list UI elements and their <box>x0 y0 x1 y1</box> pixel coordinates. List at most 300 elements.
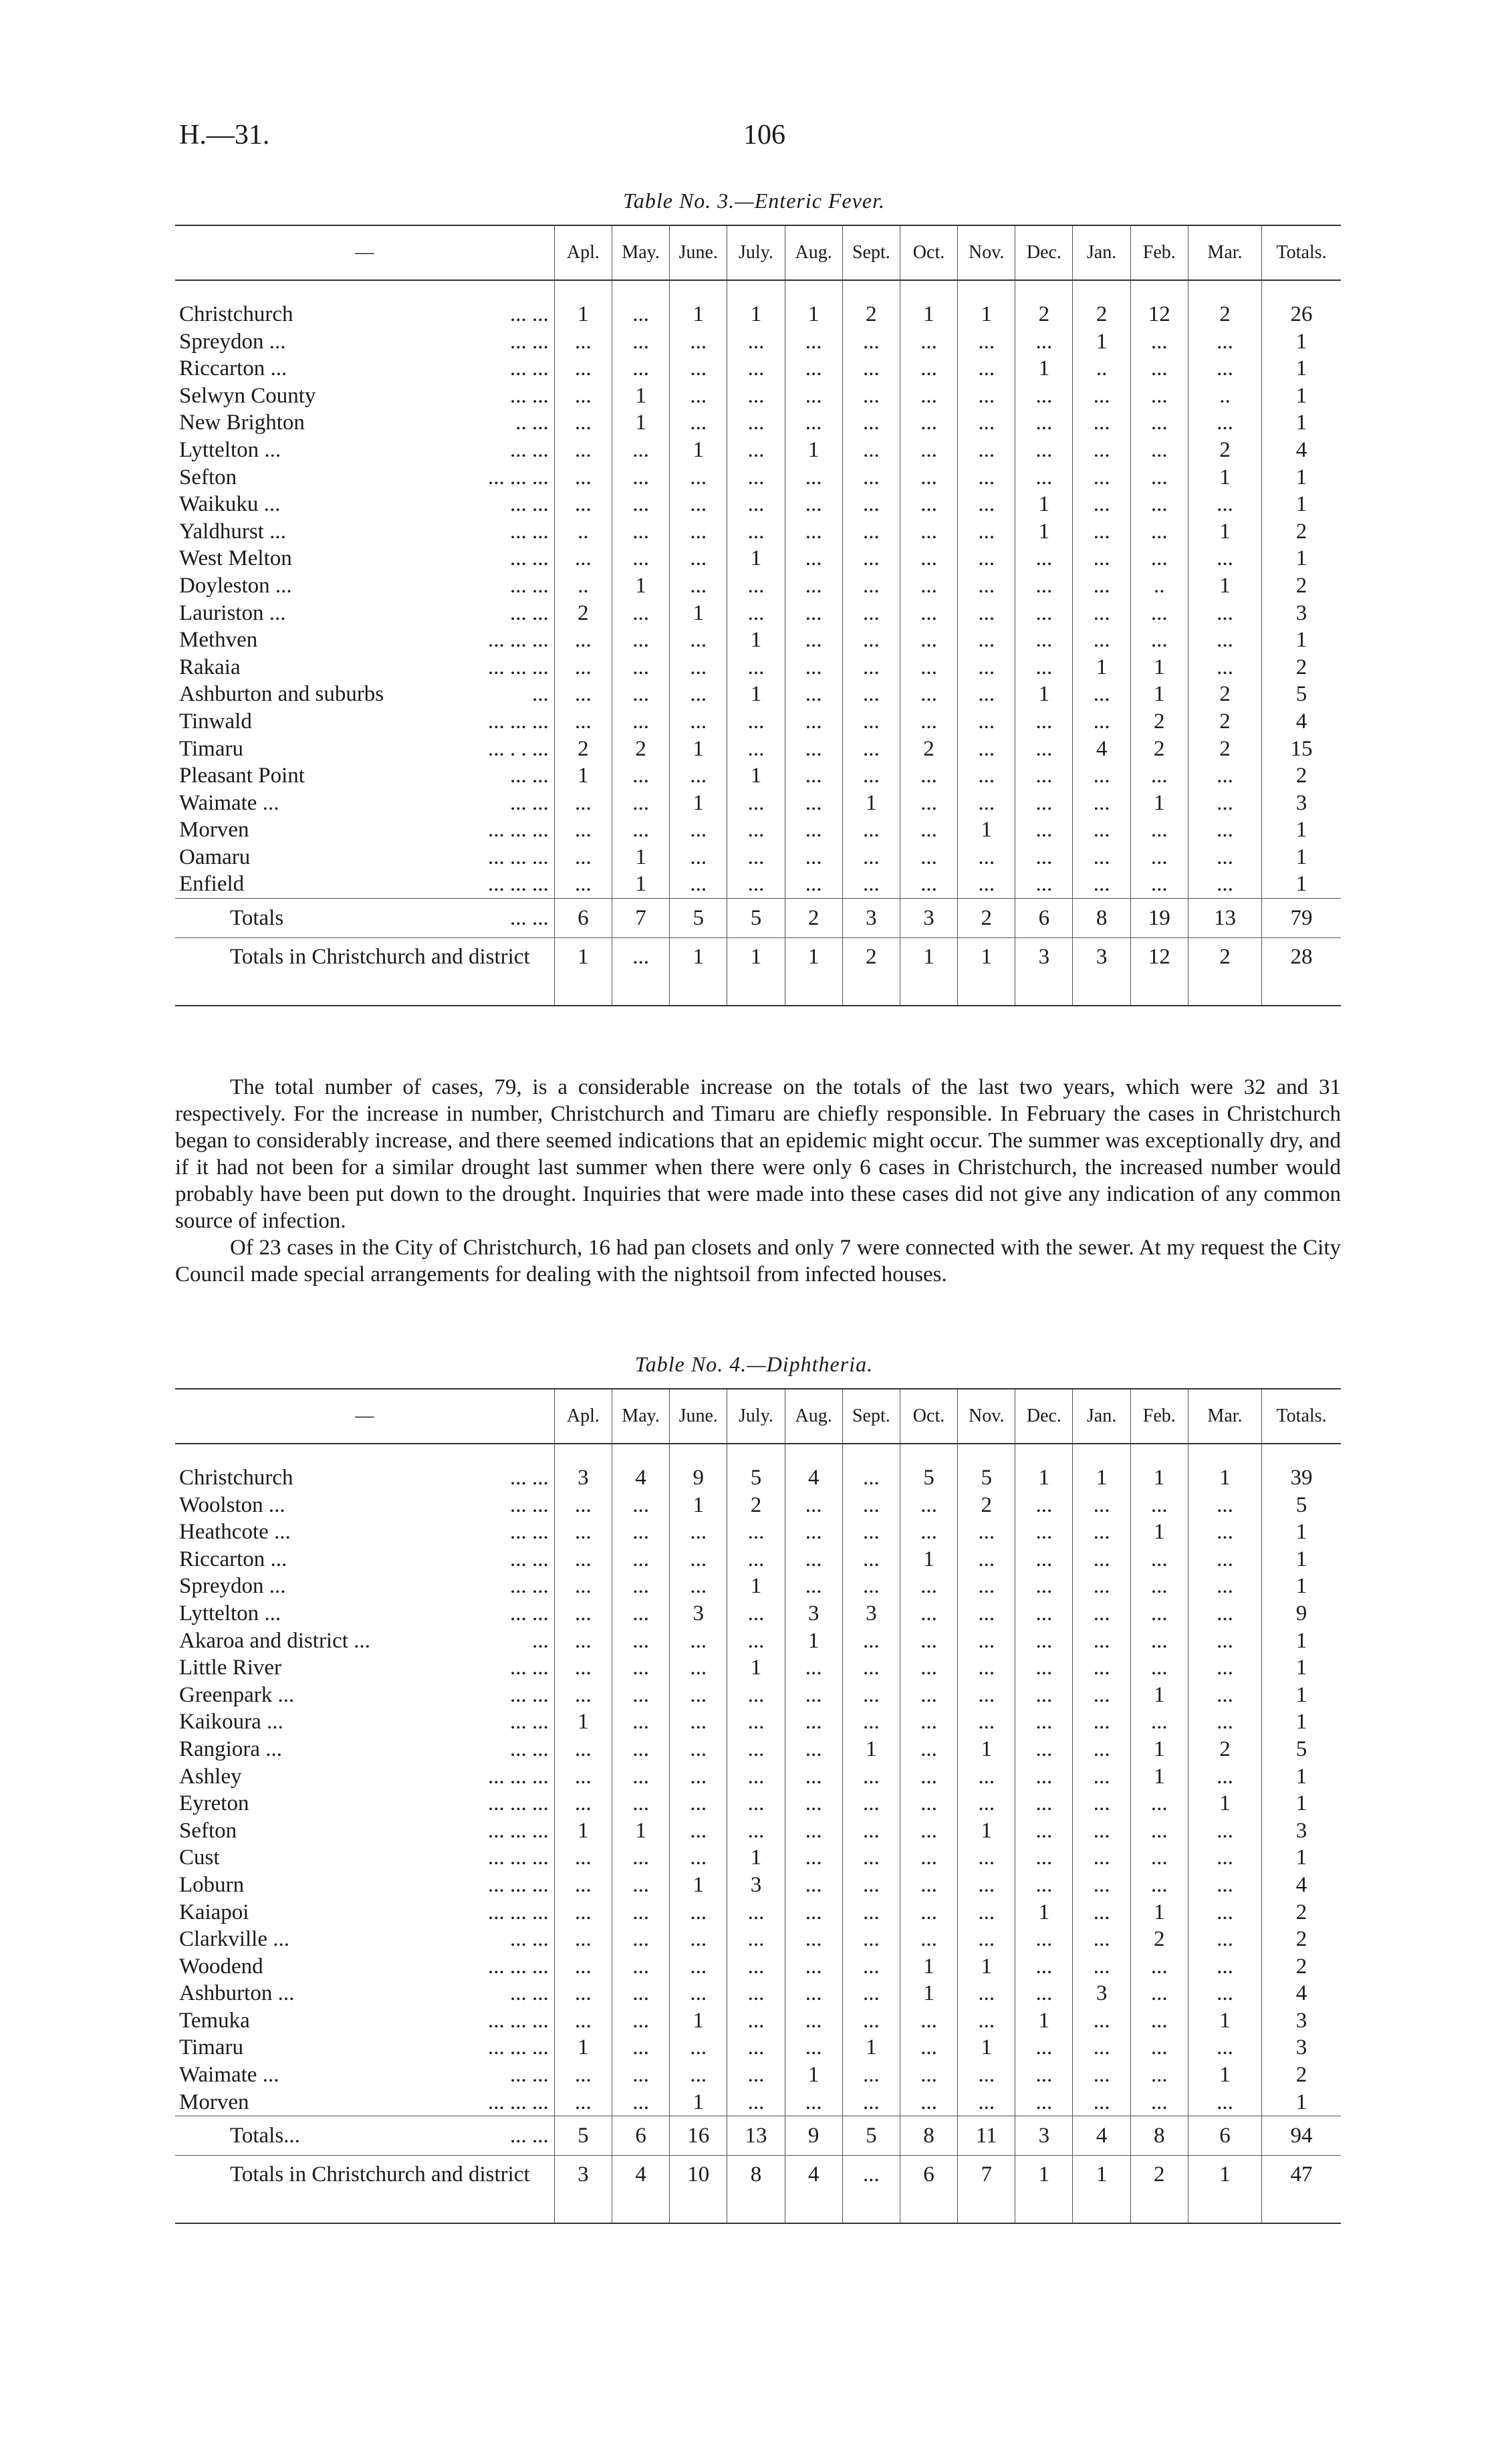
value-cell: ... <box>785 762 842 790</box>
value-cell: 1 <box>785 938 842 1006</box>
place-name-cell <box>175 1844 554 1872</box>
value-cell: ... <box>1073 871 1130 898</box>
column-header: May. <box>612 225 669 280</box>
value-cell: ... <box>958 518 1015 546</box>
value-cell: ... <box>842 708 900 736</box>
value-cell: ... <box>958 1926 1015 1953</box>
place-name-cell <box>175 1628 554 1655</box>
value-cell: ... <box>1130 328 1188 356</box>
value-cell: 1 <box>1188 2007 1261 2035</box>
value-cell: ... <box>785 545 842 572</box>
value-cell: ... <box>1130 1573 1188 1600</box>
table-row <box>175 1763 1341 1791</box>
dot-leader: ... ... <box>510 519 549 544</box>
christchurch-district-totals-row <box>175 938 1341 1006</box>
value-cell: ... <box>842 1546 900 1573</box>
value-cell: 4 <box>785 2156 842 2224</box>
christchurch-district-totals-row <box>175 2156 1341 2224</box>
place-name-cell <box>175 2089 554 2116</box>
table-row <box>175 1844 1341 1872</box>
value-cell: ... <box>1130 2007 1188 2035</box>
value-cell: ... <box>670 844 727 871</box>
value-cell: ... <box>612 1872 669 1899</box>
value-cell: ... <box>1073 1492 1130 1519</box>
value-cell: 1 <box>670 2007 727 2035</box>
value-cell: ... <box>842 1708 900 1736</box>
table-row <box>175 1980 1341 2007</box>
value-cell: ... <box>1188 1899 1261 1926</box>
table-row <box>175 1736 1341 1763</box>
value-cell: 1 <box>958 1736 1015 1763</box>
value-cell: ... <box>670 1763 727 1791</box>
value-cell: 1 <box>1188 1790 1261 1817</box>
value-cell: 4 <box>612 1464 669 1492</box>
value-cell: ... <box>842 464 900 491</box>
value-cell: 4 <box>1262 708 1341 736</box>
value-cell: ... <box>842 1628 900 1655</box>
dot-leader: .. ... <box>515 411 549 435</box>
value-cell: ... <box>670 409 727 437</box>
place-name: Akaroa and district ... <box>179 1628 370 1653</box>
place-name: Pleasant Point <box>179 764 305 788</box>
value-cell: ... <box>727 491 785 518</box>
table-row <box>175 1682 1341 1709</box>
value-cell: ... <box>727 1926 785 1953</box>
value-cell: ... <box>785 1573 842 1600</box>
value-cell: ... <box>670 2034 727 2061</box>
table-row <box>175 1492 1341 1519</box>
dot-leader: ... ... <box>510 764 549 788</box>
table-row <box>175 464 1341 491</box>
value-cell: ... <box>612 938 669 1006</box>
value-cell: ... <box>670 2061 727 2089</box>
value-cell: 1 <box>1015 355 1073 382</box>
value-cell: 8 <box>727 2156 785 2224</box>
value-cell: ... <box>958 1519 1015 1546</box>
value-cell: ... <box>842 545 900 572</box>
value-cell: ... <box>1015 1654 1073 1682</box>
value-cell: ... <box>1073 437 1130 464</box>
value-cell: ... <box>1188 355 1261 382</box>
value-cell: ... <box>842 2089 900 2116</box>
value-cell: ... <box>842 681 900 708</box>
value-cell: 2 <box>1262 572 1341 600</box>
value-cell: ... <box>1015 1573 1073 1600</box>
value-cell: 2 <box>1262 762 1341 790</box>
value-cell: ... <box>1188 1872 1261 1899</box>
value-cell: ... <box>958 2089 1015 2116</box>
value-cell: 1 <box>958 816 1015 844</box>
table-row <box>175 627 1341 654</box>
value-cell: 5 <box>727 899 785 938</box>
value-cell: 1 <box>1130 790 1188 817</box>
value-cell: ... <box>612 654 669 681</box>
dot-leader: ... <box>532 682 549 707</box>
value-cell: ... <box>1188 762 1261 790</box>
value-cell: ... <box>727 2034 785 2061</box>
value-cell: ... <box>612 1492 669 1519</box>
value-cell: 1 <box>1130 654 1188 681</box>
value-cell: ... <box>1130 1844 1188 1872</box>
value-cell: 1 <box>1262 464 1341 491</box>
dot-leader: ... ... <box>510 1927 549 1952</box>
dot-leader: ... ... ... <box>488 872 549 897</box>
value-cell: ... <box>670 816 727 844</box>
place-name-cell <box>175 1953 554 1981</box>
value-cell: ... <box>958 790 1015 817</box>
value-cell: ... <box>785 1682 842 1709</box>
value-cell: .. <box>554 572 612 600</box>
dot-leader: ... ... ... <box>488 1900 549 1924</box>
place-name-cell <box>175 762 554 790</box>
value-cell: 1 <box>554 1708 612 1736</box>
value-cell: ... <box>554 409 612 437</box>
column-header: Jan. <box>1073 225 1130 280</box>
value-cell: 47 <box>1262 2156 1341 2224</box>
value-cell: ... <box>785 627 842 654</box>
value-cell: 9 <box>785 2116 842 2156</box>
value-cell: 1 <box>900 301 957 328</box>
value-cell: ... <box>612 518 669 546</box>
value-cell: ... <box>1073 816 1130 844</box>
value-cell: 1 <box>1262 844 1341 871</box>
dot-leader: ... ... ... <box>488 1845 549 1870</box>
value-cell: 1 <box>670 938 727 1006</box>
place-name-cell <box>175 437 554 464</box>
value-cell: 1 <box>1015 491 1073 518</box>
value-cell: 2 <box>1262 1953 1341 1981</box>
value-cell: ... <box>785 1492 842 1519</box>
value-cell: ... <box>670 1899 727 1926</box>
value-cell: ... <box>900 654 957 681</box>
place-name: Timaru <box>179 2035 243 2060</box>
value-cell: ... <box>554 328 612 356</box>
place-name: Rakaia <box>179 655 241 679</box>
value-cell: ... <box>1073 681 1130 708</box>
value-cell: ... <box>1130 1980 1188 2007</box>
value-cell: ... <box>1130 2061 1188 2089</box>
value-cell: ... <box>670 708 727 736</box>
column-header: Sept. <box>842 1389 900 1444</box>
value-cell: ... <box>554 1682 612 1709</box>
value-cell: ... <box>842 1899 900 1926</box>
value-cell: ... <box>554 1573 612 1600</box>
column-header: Apl. <box>554 225 612 280</box>
value-cell: ... <box>900 1654 957 1682</box>
place-name-cell <box>175 627 554 654</box>
value-cell: 1 <box>1262 1546 1341 1573</box>
place-name-cell <box>175 572 554 600</box>
value-cell: 9 <box>670 1464 727 1492</box>
place-name: Kaikoura ... <box>179 1710 283 1734</box>
value-cell: ... <box>785 708 842 736</box>
value-cell: ... <box>1073 491 1130 518</box>
value-cell: ... <box>554 1600 612 1628</box>
value-cell: 1 <box>670 1492 727 1519</box>
dot-leader: ... ... ... <box>488 1872 549 1897</box>
place-name: Totals in Christchurch and district <box>230 2162 530 2187</box>
value-cell: 1 <box>727 1844 785 1872</box>
value-cell: ... <box>727 355 785 382</box>
value-cell: 11 <box>958 2116 1015 2156</box>
value-cell: ... <box>554 1492 612 1519</box>
dot-leader: ... ... <box>510 329 549 354</box>
value-cell: ... <box>727 1628 785 1655</box>
table-row <box>175 762 1341 790</box>
value-cell: 1 <box>670 790 727 817</box>
value-cell: ... <box>900 437 957 464</box>
place-name-cell <box>175 1899 554 1926</box>
column-header: Jan. <box>1073 1389 1130 1444</box>
paragraph-enteric-summary: The total number of cases, 79, is a considerable increase on the totals of the last two years, which were 32 and 31 respectively. For the increase in number, Christchurch and Timaru are chiefly responsible. In February the cases in Christchurch began to considerably increase, and there seemed indications that an epidemic might occur. The summer was exceptionally dry, and if it had not been for a similar drought last summer when there were only 6 cases in Christchurch, the increased number would probably have been put down to the drought. Inquiries that were made into these cases did not give any indication of any common source of infection. <box>175 1075 1341 1233</box>
table-row <box>175 1708 1341 1736</box>
value-cell: ... <box>554 708 612 736</box>
place-name: Little River <box>179 1656 282 1680</box>
value-cell: 4 <box>612 2156 669 2224</box>
value-cell: ... <box>1188 871 1261 898</box>
value-cell: ... <box>958 1763 1015 1791</box>
place-name: Riccarton ... <box>179 1547 287 1571</box>
value-cell: ... <box>554 627 612 654</box>
value-cell: ... <box>785 1708 842 1736</box>
value-cell: ... <box>1015 1708 1073 1736</box>
value-cell: ... <box>1188 627 1261 654</box>
value-cell: ... <box>727 1953 785 1981</box>
column-header-place: — <box>175 1389 554 1444</box>
value-cell: ... <box>554 844 612 871</box>
value-cell: ... <box>612 600 669 627</box>
value-cell: ... <box>554 1654 612 1682</box>
value-cell: ... <box>785 790 842 817</box>
column-header: Apl. <box>554 1389 612 1444</box>
value-cell: 1 <box>842 2034 900 2061</box>
column-header: Mar. <box>1188 225 1261 280</box>
place-name-cell <box>175 355 554 382</box>
place-name: Doyleston ... <box>179 573 292 598</box>
value-cell: ... <box>670 627 727 654</box>
value-cell: ... <box>958 328 1015 356</box>
place-name: Eyreton <box>179 1791 249 1816</box>
value-cell: 5 <box>1262 681 1341 708</box>
value-cell: ... <box>1015 708 1073 736</box>
body-text <box>175 1074 1341 1288</box>
table-row <box>175 355 1341 382</box>
value-cell: ... <box>554 464 612 491</box>
value-cell: 3 <box>554 1464 612 1492</box>
value-cell: ... <box>612 1600 669 1628</box>
value-cell: ... <box>1130 1546 1188 1573</box>
value-cell: ... <box>727 708 785 736</box>
value-cell: ... <box>727 382 785 410</box>
value-cell: ... <box>727 1519 785 1546</box>
value-cell: ... <box>612 1763 669 1791</box>
value-cell: ... <box>842 1763 900 1791</box>
value-cell: ... <box>554 790 612 817</box>
value-cell: ... <box>1073 2034 1130 2061</box>
value-cell: ... <box>1073 1790 1130 1817</box>
value-cell: ... <box>1015 1817 1073 1845</box>
column-header: Dec. <box>1015 225 1073 280</box>
dot-leader: ... ... <box>510 573 549 598</box>
value-cell: ... <box>958 1654 1015 1682</box>
table-row <box>175 382 1341 410</box>
place-name-cell <box>175 1790 554 1817</box>
table-row <box>175 871 1341 898</box>
value-cell: ... <box>727 2061 785 2089</box>
value-cell: 12 <box>1130 301 1188 328</box>
value-cell: 5 <box>842 2116 900 2156</box>
value-cell: ... <box>958 382 1015 410</box>
value-cell: ... <box>785 2089 842 2116</box>
value-cell: 3 <box>900 899 957 938</box>
place-name: Oamaru <box>179 845 251 869</box>
value-cell: ... <box>1015 2089 1073 2116</box>
value-cell: ... <box>1188 1817 1261 1845</box>
value-cell: 1 <box>1015 1464 1073 1492</box>
value-cell: ... <box>1015 1763 1073 1791</box>
value-cell: 2 <box>1188 938 1261 1006</box>
place-name: Lyttelton ... <box>179 1601 281 1626</box>
value-cell: ... <box>785 464 842 491</box>
value-cell: 1 <box>1262 1654 1341 1682</box>
value-cell: ... <box>958 1708 1015 1736</box>
value-cell: ... <box>842 1872 900 1899</box>
value-cell: 1 <box>670 437 727 464</box>
value-cell: ... <box>612 355 669 382</box>
value-cell: ... <box>1073 1654 1130 1682</box>
value-cell: 1 <box>1262 1519 1341 1546</box>
value-cell: 1 <box>1262 1763 1341 1791</box>
value-cell: ... <box>1188 1519 1261 1546</box>
value-cell: 3 <box>785 1600 842 1628</box>
place-name: Temuka <box>179 2008 250 2033</box>
page-number: 106 <box>743 120 785 150</box>
value-cell: 1 <box>900 938 957 1006</box>
value-cell: 1 <box>612 871 669 898</box>
dot-leader: ... ... ... <box>488 2090 549 2114</box>
place-name: Heathcote ... <box>179 1520 291 1545</box>
dot-leader: ... ... <box>510 437 549 462</box>
value-cell: 1 <box>900 1546 957 1573</box>
value-cell: ... <box>554 816 612 844</box>
place-name: Enfield <box>179 872 245 897</box>
place-name-cell <box>175 1980 554 2007</box>
column-header: Nov. <box>958 1389 1015 1444</box>
value-cell: ... <box>958 654 1015 681</box>
table-row <box>175 1872 1341 1899</box>
place-name-cell <box>175 409 554 437</box>
value-cell: ... <box>1015 545 1073 572</box>
value-cell: ... <box>785 2007 842 2035</box>
value-cell: ... <box>1188 1492 1261 1519</box>
value-cell: ... <box>670 1682 727 1709</box>
value-cell: ... <box>1130 355 1188 382</box>
value-cell: ... <box>1188 2034 1261 2061</box>
table-row <box>175 2061 1341 2089</box>
value-cell: ... <box>727 518 785 546</box>
value-cell: 4 <box>1073 736 1130 763</box>
value-cell: ... <box>612 681 669 708</box>
place-name-cell <box>175 464 554 491</box>
value-cell: ... <box>842 2061 900 2089</box>
value-cell: ... <box>1015 790 1073 817</box>
value-cell: ... <box>612 762 669 790</box>
value-cell: 1 <box>785 1628 842 1655</box>
value-cell: ... <box>1073 1573 1130 1600</box>
value-cell: ... <box>670 1817 727 1845</box>
value-cell: ... <box>842 328 900 356</box>
table-row <box>175 600 1341 627</box>
value-cell: ... <box>727 1600 785 1628</box>
value-cell: ... <box>785 1736 842 1763</box>
value-cell: 2 <box>1188 437 1261 464</box>
value-cell: ... <box>1015 1844 1073 1872</box>
place-name: Christchurch <box>179 1466 293 1490</box>
value-cell: ... <box>1073 1844 1130 1872</box>
value-cell: ... <box>612 437 669 464</box>
value-cell: ... <box>958 627 1015 654</box>
value-cell: ... <box>554 2061 612 2089</box>
place-name-cell <box>175 518 554 546</box>
value-cell: ... <box>1073 409 1130 437</box>
value-cell: ... <box>670 382 727 410</box>
place-name-cell <box>175 871 554 898</box>
dot-leader: ... ... <box>510 2124 549 2148</box>
column-header: Totals. <box>1262 225 1341 280</box>
value-cell: ... <box>1130 1492 1188 1519</box>
value-cell: ... <box>785 1790 842 1817</box>
value-cell: ... <box>670 1519 727 1546</box>
place-name: Spreydon ... <box>179 329 286 354</box>
value-cell: ... <box>1015 1519 1073 1546</box>
value-cell: 1 <box>1188 572 1261 600</box>
value-cell: ... <box>1073 1736 1130 1763</box>
paragraph-city-sewer: Of 23 cases in the City of Christchurch, 16 had pan closets and only 7 were connected with the sewer. At my request the City Council made special arrangements for dealing with the nightsoil from infected houses. <box>175 1236 1341 1286</box>
dot-leader: ... ... <box>510 546 549 571</box>
value-cell: ... <box>727 1980 785 2007</box>
value-cell: 26 <box>1262 301 1341 328</box>
place-name-cell <box>175 899 554 938</box>
value-cell: 1 <box>1015 518 1073 546</box>
place-name: West Melton <box>179 546 292 571</box>
value-cell: ... <box>785 736 842 763</box>
value-cell: ... <box>958 545 1015 572</box>
value-cell: 3 <box>1262 2034 1341 2061</box>
value-cell: ... <box>727 1899 785 1926</box>
value-cell: 2 <box>1262 2061 1341 2089</box>
value-cell: 12 <box>1130 938 1188 1006</box>
value-cell: ... <box>900 2061 957 2089</box>
column-header: May. <box>612 1389 669 1444</box>
value-cell: ... <box>842 1844 900 1872</box>
value-cell: ... <box>900 545 957 572</box>
value-cell: ... <box>1073 1546 1130 1573</box>
value-cell: ... <box>958 355 1015 382</box>
place-name-cell <box>175 1492 554 1519</box>
value-cell: 1 <box>554 301 612 328</box>
value-cell: ... <box>1130 1953 1188 1981</box>
value-cell: ... <box>958 1628 1015 1655</box>
value-cell: 2 <box>1262 518 1341 546</box>
value-cell: 3 <box>1073 1980 1130 2007</box>
value-cell: ... <box>900 328 957 356</box>
value-cell: 1 <box>1130 1519 1188 1546</box>
value-cell: ... <box>958 708 1015 736</box>
place-name-cell <box>175 844 554 871</box>
value-cell: ... <box>785 1980 842 2007</box>
value-cell: ... <box>900 1573 957 1600</box>
value-cell: ... <box>842 1464 900 1492</box>
